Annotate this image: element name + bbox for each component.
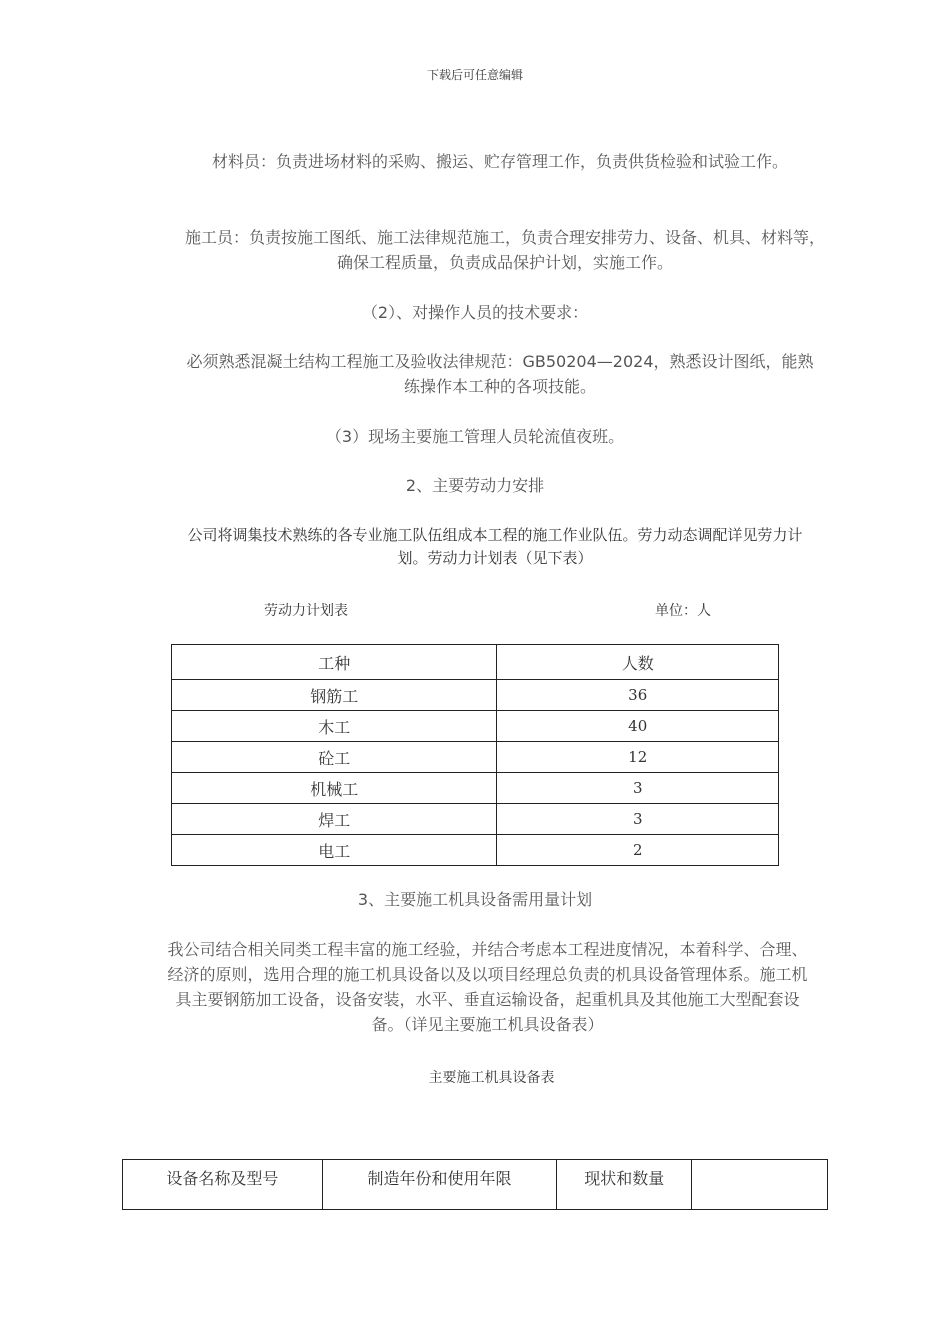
equipment-table-title: 主要施工机具设备表	[428, 1070, 555, 1086]
header-cell-count: 人数	[497, 645, 779, 680]
trade-cell: 钢筋工	[172, 680, 497, 711]
trade-cell: 焊工	[172, 804, 497, 835]
tech-requirements-heading: （2）、对操作人员的技术要求：	[361, 303, 589, 322]
labor-table-title: 劳动力计划表	[264, 603, 348, 619]
night-shift-text: （3）现场主要施工管理人员轮流值夜班。	[325, 427, 625, 446]
table-row	[172, 680, 779, 711]
header-cell-equipment-name: 设备名称及型号	[123, 1160, 323, 1210]
page-header: 下载后可任意编辑	[426, 68, 523, 82]
labor-table-unit: 单位：人	[655, 603, 711, 619]
count-cell: 36	[497, 680, 779, 711]
materials-paragraph: 材料员：负责进场材料的采购、搬运、贮存管理工作，负责供货检验和试验工作。	[211, 152, 788, 171]
header-cell-trade: 工种	[172, 645, 497, 680]
table-header-row	[123, 1160, 828, 1210]
count-cell: 2	[497, 835, 779, 866]
trade-cell: 电工	[172, 835, 497, 866]
construction-paragraph: 施工员：负责按施工图纸、施工法律规范施工，负责合理安排劳力、设备、机具、材料等，确保工程质量，负责成品保护计划，实施工作。	[185, 228, 826, 272]
table-header-row	[172, 645, 779, 680]
equipment-section-heading: 3、主要施工机具设备需用量计划	[357, 890, 593, 909]
labor-intro-paragraph: 公司将调集技术熟练的各专业施工队伍组成本工程的施工作业队伍。劳力动态调配详见劳力计划。劳动力计划表（见下表）	[187, 526, 803, 567]
table-row	[172, 711, 779, 742]
count-cell: 40	[497, 711, 779, 742]
equipment-table	[122, 1159, 828, 1210]
header-cell-status-quantity: 现状和数量	[557, 1160, 692, 1210]
count-cell: 3	[497, 773, 779, 804]
table-row	[172, 742, 779, 773]
trade-cell: 木工	[172, 711, 497, 742]
table-row	[172, 804, 779, 835]
table-row	[172, 773, 779, 804]
tech-requirements-paragraph: 必须熟悉混凝土结构工程施工及验收法律规范：GB50204—2024，熟悉设计图纸，能熟练操作本工种的各项技能。	[186, 352, 814, 396]
header-cell-empty	[692, 1160, 828, 1210]
header-cell-manufacture-year: 制造年份和使用年限	[322, 1160, 557, 1210]
count-cell: 12	[497, 742, 779, 773]
table-row	[172, 835, 779, 866]
equipment-intro-paragraph: 我公司结合相关同类工程丰富的施工经验，并结合考虑本工程进度情况，本着科学、合理、经济的原则，选用合理的施工机具设备以及以项目经理总负责的机具设备管理体系。施工机具主要钢筋加工设备，设备安装，水平、垂直运输设备，起重机具及其他施工大型配套设备。（详见主要施工机具设备表）	[167, 940, 808, 1034]
labor-plan-table	[171, 644, 779, 866]
labor-section-heading: 2、主要劳动力安排	[405, 476, 545, 495]
trade-cell: 机械工	[172, 773, 497, 804]
count-cell: 3	[497, 804, 779, 835]
trade-cell: 砼工	[172, 742, 497, 773]
